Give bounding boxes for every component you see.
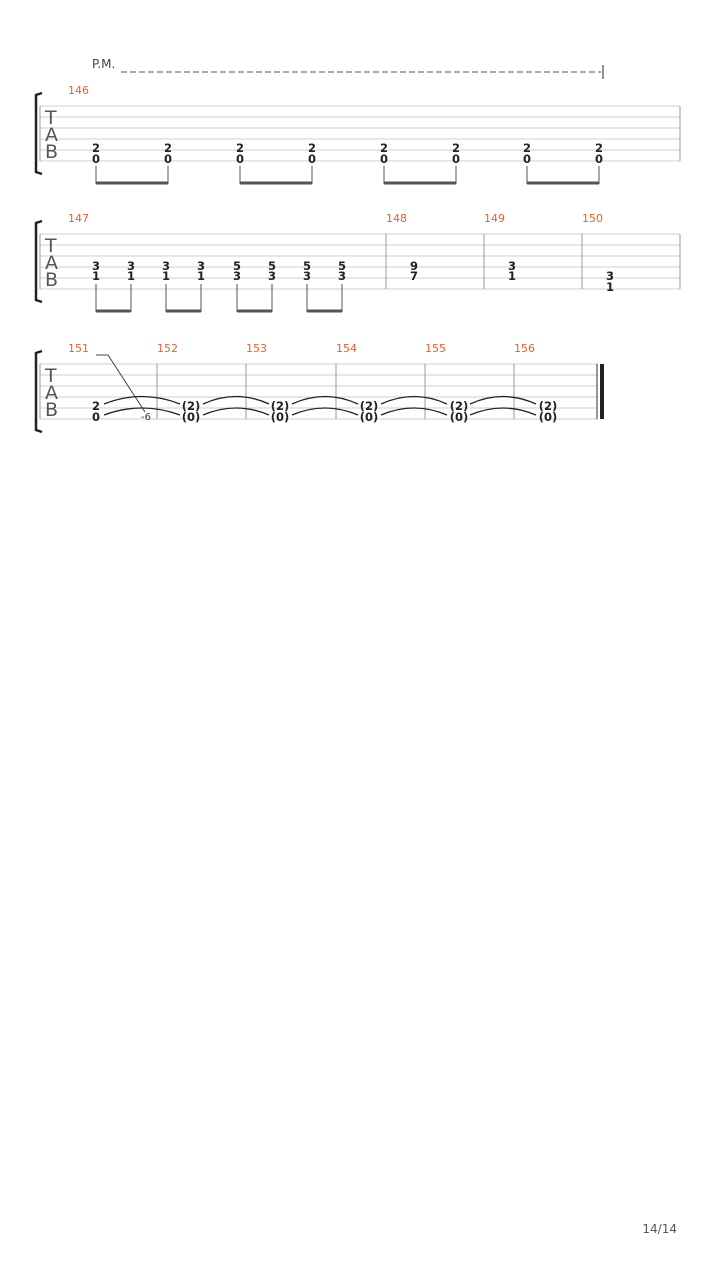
tab-staff-lines — [40, 234, 680, 289]
fret-number: (2) — [449, 399, 469, 413]
fret-number: 1 — [605, 280, 615, 294]
fret-number: 2 — [235, 141, 245, 155]
fret-number: 3 — [507, 259, 517, 273]
fret-number: 1 — [161, 269, 171, 283]
measure-number: 155 — [425, 342, 446, 355]
fret-number: 2 — [522, 141, 532, 155]
fret-number: 3 — [337, 269, 347, 283]
measure-148-notes — [410, 259, 418, 283]
system-bracket — [36, 221, 42, 302]
measure-146-notes — [92, 141, 603, 166]
fret-number: (0) — [359, 410, 379, 424]
fret-number: 1 — [91, 269, 101, 283]
fret-number: 3 — [605, 269, 615, 283]
measure-number: 147 — [68, 212, 89, 225]
fret-number: 2 — [379, 141, 389, 155]
fret-number: (2) — [538, 399, 558, 413]
fret-number: 1 — [196, 269, 206, 283]
fret-number: 9 — [409, 259, 419, 273]
measure-153-notes — [271, 399, 290, 424]
tab-clef-letter: B — [45, 269, 59, 291]
fret-number: 0 — [235, 152, 245, 166]
fret-number: (0) — [538, 410, 558, 424]
measure-number: 151 — [68, 342, 89, 355]
measure-number: 154 — [336, 342, 357, 355]
rhythm-beams — [96, 284, 342, 312]
fret-number: (0) — [181, 410, 201, 424]
measure-number: 149 — [484, 212, 505, 225]
fret-number: 2 — [307, 141, 317, 155]
measure-155-notes — [450, 399, 469, 424]
measure-number: 148 — [386, 212, 407, 225]
tab-clef-letter: T — [45, 365, 57, 387]
fret-number: 1 — [126, 269, 136, 283]
system-bracket — [36, 93, 42, 174]
measure-number: 156 — [514, 342, 535, 355]
system-2 — [36, 212, 680, 312]
tab-clef-letter: A — [45, 382, 58, 404]
fret-number: 1 — [507, 269, 517, 283]
fret-number: 0 — [91, 152, 101, 166]
tab-clef-letter: B — [45, 141, 59, 163]
measure-147-notes — [92, 259, 346, 283]
measure-154-notes — [360, 399, 379, 424]
fret-number: 2 — [91, 399, 101, 413]
fret-number: 7 — [409, 269, 419, 283]
tab-clef-letter: T — [45, 107, 57, 129]
system-1 — [36, 84, 680, 184]
fret-number: 2 — [451, 141, 461, 155]
fret-number: 3 — [126, 259, 136, 273]
fret-number: 0 — [91, 410, 101, 424]
fret-number: 0 — [163, 152, 173, 166]
barlines — [40, 234, 680, 289]
fret-number: 2 — [163, 141, 173, 155]
tie-arcs — [104, 397, 536, 416]
fret-number: 5 — [267, 259, 277, 273]
measure-151-notes — [92, 399, 100, 424]
fret-number: 3 — [161, 259, 171, 273]
measure-150-notes — [606, 269, 614, 294]
fret-number: 3 — [232, 269, 242, 283]
tab-clef-letter: A — [45, 124, 58, 146]
measure-number: 146 — [68, 84, 89, 97]
fret-number: 3 — [196, 259, 206, 273]
system-3 — [36, 342, 602, 432]
tab-clef-letter: T — [45, 235, 57, 257]
measure-number: 153 — [246, 342, 267, 355]
measure-156-notes — [539, 399, 558, 424]
tab-clef-letter: A — [45, 252, 58, 274]
measure-number: 152 — [157, 342, 178, 355]
page-number: 14/14 — [642, 1222, 677, 1236]
fret-number: (0) — [270, 410, 290, 424]
palm-mute-label: P.M. — [92, 57, 116, 71]
fret-number: 2 — [91, 141, 101, 155]
fret-number: (2) — [270, 399, 290, 413]
tab-staff-lines — [40, 106, 680, 161]
measure-149-notes — [508, 259, 516, 283]
fret-number: (2) — [181, 399, 201, 413]
fret-number: 5 — [337, 259, 347, 273]
rhythm-beams — [96, 166, 599, 184]
fret-number: 0 — [451, 152, 461, 166]
whammy-value: -6 — [141, 412, 151, 423]
measure-number: 150 — [582, 212, 603, 225]
fret-number: 3 — [91, 259, 101, 273]
fret-number: 2 — [594, 141, 604, 155]
fret-number: 0 — [307, 152, 317, 166]
fret-number: 0 — [379, 152, 389, 166]
system-bracket — [36, 351, 42, 432]
tab-clef-letter: B — [45, 399, 59, 421]
fret-number: (0) — [449, 410, 469, 424]
fret-number: 3 — [302, 269, 312, 283]
measure-152-notes — [182, 399, 201, 424]
fret-number: 0 — [522, 152, 532, 166]
fret-number: 5 — [232, 259, 242, 273]
fret-number: (2) — [359, 399, 379, 413]
fret-number: 5 — [302, 259, 312, 273]
fret-number: 0 — [594, 152, 604, 166]
fret-number: 3 — [267, 269, 277, 283]
